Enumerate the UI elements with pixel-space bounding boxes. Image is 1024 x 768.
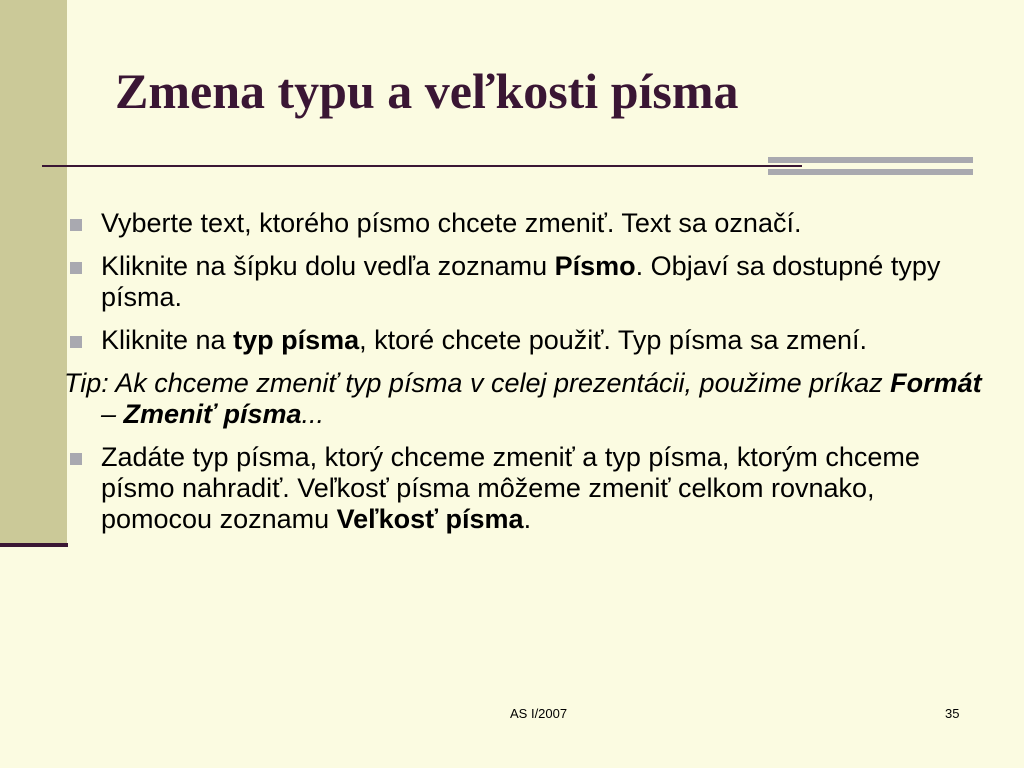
- text-run: .: [523, 504, 532, 534]
- bold-term: Formát: [890, 368, 982, 398]
- slide-body: [64, 208, 984, 547]
- text-run: Zadáte typ písma, ktorý chceme zmeniť a typ písma, ktorým chceme písmo nahradiť. Veľkosť písma môžeme zmeniť celkom rovnako, pomocou zoznamu: [101, 442, 920, 534]
- bold-term: Zmeniť písma: [123, 399, 302, 429]
- bold-term: Veľkosť písma: [336, 504, 524, 534]
- left-accent-line: [0, 543, 68, 547]
- bullet-item: [64, 251, 984, 313]
- text-run: Kliknite na šípku dolu vedľa zoznamu: [101, 251, 555, 281]
- footer-label: AS I/2007: [510, 706, 568, 721]
- bullet-item: [64, 325, 984, 356]
- text-run: . Objaví sa dostupné typy písma.: [101, 251, 941, 312]
- left-decorative-band: [0, 0, 67, 545]
- title-underline-rule: [42, 165, 802, 167]
- square-bullet-icon: [70, 336, 82, 348]
- text-run: , ktoré chcete použiť. Typ písma sa zmení.: [359, 325, 867, 355]
- slide-title: Zmena typu a veľkosti písma: [115, 63, 739, 119]
- square-bullet-icon: [70, 219, 82, 231]
- text-run: –: [101, 399, 124, 429]
- page-number: 35: [945, 706, 960, 721]
- text-run: Kliknite na: [101, 325, 234, 355]
- text-run: Tip: Ak chceme zmeniť typ písma v celej prezentácii, použime príkaz: [64, 368, 891, 398]
- text-run: ...: [301, 399, 325, 429]
- bold-term: Písmo: [554, 251, 636, 281]
- square-bullet-icon: [70, 262, 82, 274]
- decorative-gray-bar-bottom: [768, 169, 973, 175]
- bold-term: typ písma: [233, 325, 360, 355]
- bullet-item: [64, 442, 984, 535]
- tip-paragraph: [64, 368, 984, 430]
- square-bullet-icon: [70, 453, 82, 465]
- text-run: Vyberte text, ktorého písmo chcete zmeniť. Text sa označí.: [101, 208, 802, 238]
- decorative-gray-bar-top: [768, 157, 973, 163]
- bullet-item: [64, 208, 984, 239]
